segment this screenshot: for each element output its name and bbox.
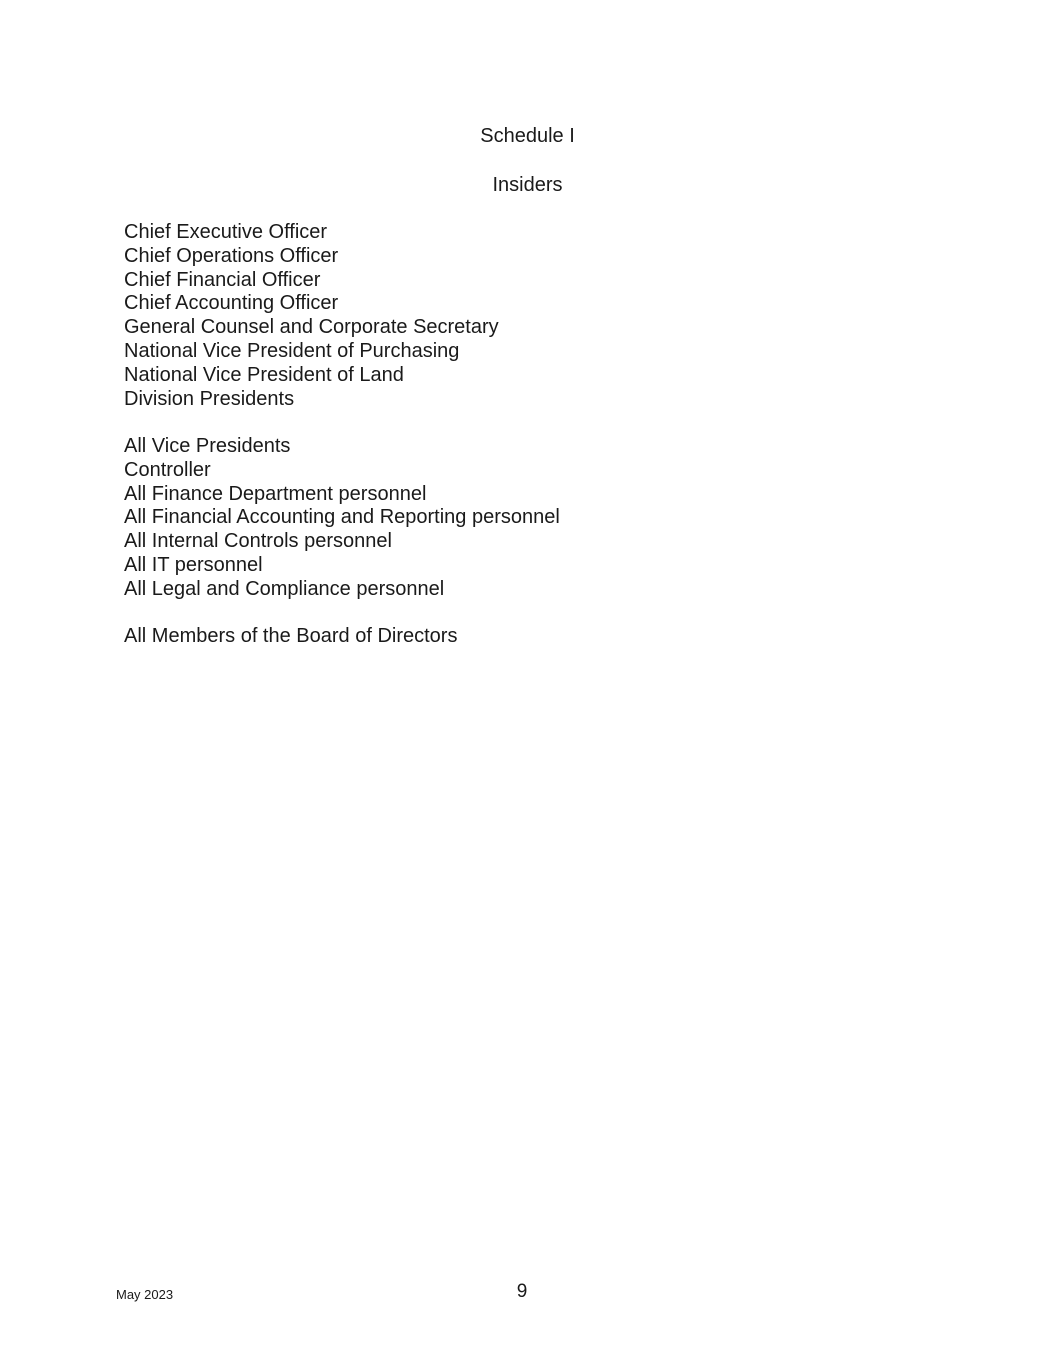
list-item: All IT personnel	[124, 553, 263, 576]
list-item: Chief Executive Officer	[124, 221, 328, 243]
page-number: 9	[516, 1281, 528, 1302]
list-item: National Vice President of Land	[124, 363, 404, 386]
list-item: Division Presidents	[124, 387, 295, 410]
board-list	[124, 625, 457, 649]
footer-date: May 2023	[116, 1287, 174, 1302]
list-item: Chief Accounting Officer	[124, 292, 339, 315]
list-item: National Vice President of Purchasing	[124, 339, 460, 362]
list-item: All Vice Presidents	[124, 435, 291, 457]
list-item: General Counsel and Corporate Secretary	[124, 316, 499, 339]
list-item: All Financial Accounting and Reporting personnel	[124, 506, 560, 529]
list-item: All Legal and Compliance personnel	[124, 577, 445, 600]
list-item: All Finance Department personnel	[124, 482, 427, 505]
schedule-title: Schedule I	[480, 125, 575, 147]
list-item: Controller	[124, 458, 211, 481]
schedule-subtitle: Insiders	[492, 174, 563, 196]
list-item: All Internal Controls personnel	[124, 530, 392, 553]
list-item: Chief Operations Officer	[124, 244, 339, 267]
officer-list	[124, 221, 499, 411]
personnel-list	[124, 435, 560, 602]
list-item: Chief Financial Officer	[124, 268, 321, 291]
list-item: All Members of the Board of Directors	[124, 625, 458, 647]
